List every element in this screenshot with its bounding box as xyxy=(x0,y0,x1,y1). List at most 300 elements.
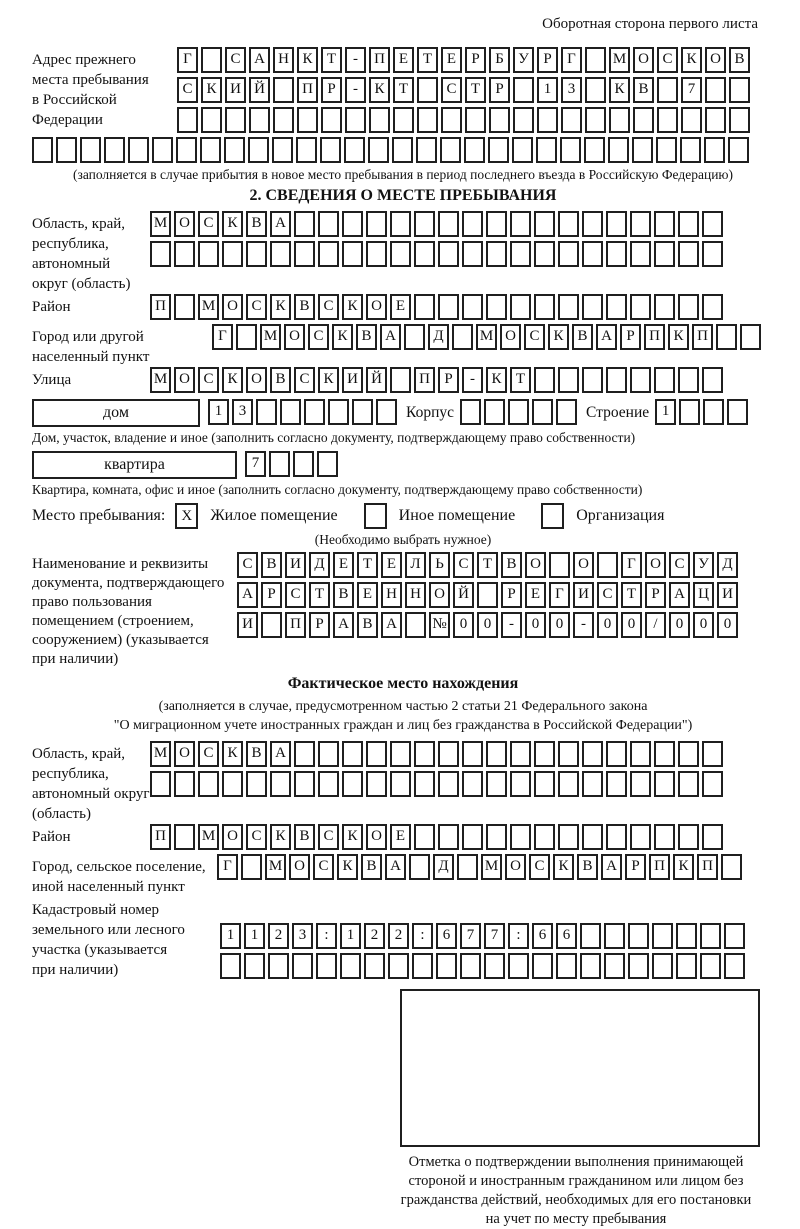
char-cell[interactable] xyxy=(513,107,534,133)
char-cell[interactable] xyxy=(201,107,222,133)
char-cell[interactable] xyxy=(390,771,411,797)
char-cell[interactable]: Е xyxy=(390,294,411,320)
char-cell[interactable]: С xyxy=(285,582,306,608)
char-cell[interactable] xyxy=(558,741,579,767)
char-cell[interactable] xyxy=(676,923,697,949)
char-cell[interactable]: Д xyxy=(717,552,738,578)
char-cell[interactable] xyxy=(558,241,579,267)
char-cell[interactable] xyxy=(342,211,363,237)
char-cell[interactable] xyxy=(606,241,627,267)
char-cell[interactable]: О xyxy=(246,367,267,393)
char-cell[interactable] xyxy=(632,137,653,163)
char-cell[interactable]: № xyxy=(429,612,450,638)
char-cell[interactable] xyxy=(486,771,507,797)
char-cell[interactable] xyxy=(534,771,555,797)
char-cell[interactable]: П xyxy=(414,367,435,393)
char-cell[interactable] xyxy=(436,953,457,979)
char-cell[interactable]: П xyxy=(285,612,306,638)
char-cell[interactable]: 0 xyxy=(549,612,570,638)
char-cell[interactable]: 2 xyxy=(388,923,409,949)
char-cell[interactable] xyxy=(412,953,433,979)
char-cell[interactable] xyxy=(678,367,699,393)
char-cell[interactable]: Р xyxy=(465,47,486,73)
char-cell[interactable]: Ц xyxy=(693,582,714,608)
char-cell[interactable] xyxy=(558,294,579,320)
char-cell[interactable] xyxy=(558,211,579,237)
char-cell[interactable] xyxy=(366,741,387,767)
char-cell[interactable]: - xyxy=(345,77,366,103)
char-cell[interactable] xyxy=(606,367,627,393)
char-cell[interactable] xyxy=(318,241,339,267)
char-cell[interactable] xyxy=(342,741,363,767)
char-cell[interactable]: 0 xyxy=(525,612,546,638)
char-cell[interactable] xyxy=(513,77,534,103)
char-cell[interactable]: Н xyxy=(273,47,294,73)
char-cell[interactable]: 7 xyxy=(460,923,481,949)
char-cell[interactable] xyxy=(236,324,257,350)
char-cell[interactable] xyxy=(416,137,437,163)
char-cell[interactable]: М xyxy=(481,854,502,880)
char-cell[interactable]: П xyxy=(297,77,318,103)
char-cell[interactable]: Р xyxy=(309,612,330,638)
char-cell[interactable] xyxy=(630,771,651,797)
char-cell[interactable]: О xyxy=(500,324,521,350)
char-cell[interactable]: Т xyxy=(321,47,342,73)
char-cell[interactable] xyxy=(270,771,291,797)
char-cell[interactable]: С xyxy=(237,552,258,578)
char-cell[interactable]: И xyxy=(717,582,738,608)
char-cell[interactable] xyxy=(582,741,603,767)
char-cell[interactable] xyxy=(510,294,531,320)
char-cell[interactable]: А xyxy=(333,612,354,638)
char-cell[interactable] xyxy=(630,367,651,393)
char-cell[interactable]: С xyxy=(453,552,474,578)
char-cell[interactable] xyxy=(532,953,553,979)
char-cell[interactable]: О xyxy=(174,741,195,767)
char-cell[interactable]: 1 xyxy=(220,923,241,949)
char-cell[interactable]: П xyxy=(649,854,670,880)
char-cell[interactable]: 3 xyxy=(561,77,582,103)
char-cell[interactable]: Г xyxy=(177,47,198,73)
char-cell[interactable]: В xyxy=(361,854,382,880)
char-cell[interactable]: В xyxy=(572,324,593,350)
char-cell[interactable]: Т xyxy=(465,77,486,103)
char-cell[interactable]: Т xyxy=(477,552,498,578)
char-cell[interactable]: 0 xyxy=(693,612,714,638)
char-cell[interactable] xyxy=(201,47,222,73)
char-cell[interactable] xyxy=(248,137,269,163)
char-cell[interactable]: М xyxy=(198,824,219,850)
char-cell[interactable] xyxy=(366,211,387,237)
char-cell[interactable]: В xyxy=(246,741,267,767)
char-cell[interactable] xyxy=(678,824,699,850)
char-cell[interactable] xyxy=(702,771,723,797)
char-cell[interactable]: А xyxy=(596,324,617,350)
char-cell[interactable] xyxy=(477,582,498,608)
char-cell[interactable] xyxy=(104,137,125,163)
char-cell[interactable] xyxy=(679,399,700,425)
char-cell[interactable] xyxy=(724,923,745,949)
char-cell[interactable]: - xyxy=(501,612,522,638)
char-cell[interactable]: : xyxy=(412,923,433,949)
char-cell[interactable] xyxy=(558,771,579,797)
char-cell[interactable] xyxy=(457,854,478,880)
char-cell[interactable] xyxy=(729,77,750,103)
char-cell[interactable]: - xyxy=(573,612,594,638)
char-cell[interactable]: П xyxy=(692,324,713,350)
char-cell[interactable]: 0 xyxy=(597,612,618,638)
char-cell[interactable]: О xyxy=(366,824,387,850)
char-cell[interactable] xyxy=(438,824,459,850)
char-cell[interactable] xyxy=(582,367,603,393)
char-cell[interactable]: С xyxy=(597,582,618,608)
char-cell[interactable] xyxy=(321,107,342,133)
char-cell[interactable] xyxy=(484,953,505,979)
char-cell[interactable] xyxy=(606,294,627,320)
char-cell[interactable] xyxy=(294,741,315,767)
char-cell[interactable] xyxy=(414,741,435,767)
char-cell[interactable] xyxy=(462,741,483,767)
checkbox-other-premises[interactable] xyxy=(364,503,387,529)
char-cell[interactable]: 0 xyxy=(717,612,738,638)
char-cell[interactable]: Е xyxy=(357,582,378,608)
char-cell[interactable]: К xyxy=(548,324,569,350)
char-cell[interactable] xyxy=(486,294,507,320)
char-cell[interactable] xyxy=(128,137,149,163)
char-cell[interactable] xyxy=(414,211,435,237)
char-cell[interactable] xyxy=(508,953,529,979)
char-cell[interactable] xyxy=(484,399,505,425)
char-cell[interactable] xyxy=(269,451,290,477)
char-cell[interactable] xyxy=(292,953,313,979)
char-cell[interactable] xyxy=(556,399,577,425)
char-cell[interactable] xyxy=(702,367,723,393)
char-cell[interactable] xyxy=(390,241,411,267)
char-cell[interactable] xyxy=(680,137,701,163)
char-cell[interactable]: О xyxy=(573,552,594,578)
char-cell[interactable] xyxy=(705,77,726,103)
char-cell[interactable]: М xyxy=(609,47,630,73)
char-cell[interactable] xyxy=(628,953,649,979)
char-cell[interactable]: 2 xyxy=(364,923,385,949)
char-cell[interactable] xyxy=(256,399,277,425)
char-cell[interactable]: А xyxy=(380,324,401,350)
char-cell[interactable] xyxy=(224,137,245,163)
char-cell[interactable] xyxy=(462,771,483,797)
char-cell[interactable]: В xyxy=(333,582,354,608)
char-cell[interactable] xyxy=(654,771,675,797)
char-cell[interactable]: С xyxy=(657,47,678,73)
char-cell[interactable] xyxy=(296,137,317,163)
char-cell[interactable]: Е xyxy=(390,824,411,850)
char-cell[interactable]: 1 xyxy=(244,923,265,949)
char-cell[interactable] xyxy=(225,107,246,133)
char-cell[interactable]: М xyxy=(476,324,497,350)
char-cell[interactable]: И xyxy=(237,612,258,638)
char-cell[interactable]: К xyxy=(318,367,339,393)
char-cell[interactable] xyxy=(549,552,570,578)
char-cell[interactable]: 3 xyxy=(292,923,313,949)
char-cell[interactable] xyxy=(512,137,533,163)
char-cell[interactable] xyxy=(441,107,462,133)
char-cell[interactable]: В xyxy=(261,552,282,578)
char-cell[interactable] xyxy=(534,241,555,267)
char-cell[interactable] xyxy=(678,211,699,237)
char-cell[interactable] xyxy=(405,612,426,638)
char-cell[interactable]: С xyxy=(246,294,267,320)
char-cell[interactable] xyxy=(304,399,325,425)
char-cell[interactable]: Е xyxy=(441,47,462,73)
char-cell[interactable] xyxy=(580,923,601,949)
char-cell[interactable] xyxy=(177,107,198,133)
char-cell[interactable]: П xyxy=(697,854,718,880)
char-cell[interactable] xyxy=(438,741,459,767)
char-cell[interactable]: С xyxy=(308,324,329,350)
char-cell[interactable] xyxy=(585,107,606,133)
char-cell[interactable] xyxy=(280,399,301,425)
char-cell[interactable]: В xyxy=(356,324,377,350)
char-cell[interactable] xyxy=(438,241,459,267)
char-cell[interactable] xyxy=(388,953,409,979)
char-cell[interactable] xyxy=(534,741,555,767)
char-cell[interactable] xyxy=(369,107,390,133)
char-cell[interactable]: Р xyxy=(625,854,646,880)
char-cell[interactable] xyxy=(261,612,282,638)
char-cell[interactable]: 3 xyxy=(232,399,253,425)
char-cell[interactable]: : xyxy=(508,923,529,949)
char-cell[interactable] xyxy=(606,771,627,797)
char-cell[interactable]: А xyxy=(385,854,406,880)
char-cell[interactable] xyxy=(366,771,387,797)
char-cell[interactable] xyxy=(657,107,678,133)
char-cell[interactable] xyxy=(465,107,486,133)
char-cell[interactable] xyxy=(536,137,557,163)
char-cell[interactable] xyxy=(352,399,373,425)
char-cell[interactable] xyxy=(464,137,485,163)
char-cell[interactable]: 7 xyxy=(484,923,505,949)
char-cell[interactable] xyxy=(345,107,366,133)
char-cell[interactable]: Й xyxy=(366,367,387,393)
char-cell[interactable] xyxy=(174,241,195,267)
char-cell[interactable]: М xyxy=(150,367,171,393)
char-cell[interactable] xyxy=(654,367,675,393)
char-cell[interactable] xyxy=(366,241,387,267)
char-cell[interactable]: К xyxy=(342,824,363,850)
char-cell[interactable] xyxy=(630,824,651,850)
char-cell[interactable] xyxy=(606,824,627,850)
char-cell[interactable]: С xyxy=(669,552,690,578)
char-cell[interactable] xyxy=(654,824,675,850)
char-cell[interactable] xyxy=(604,953,625,979)
char-cell[interactable]: - xyxy=(462,367,483,393)
char-cell[interactable]: А xyxy=(270,211,291,237)
char-cell[interactable]: В xyxy=(633,77,654,103)
char-cell[interactable]: К xyxy=(201,77,222,103)
char-cell[interactable] xyxy=(462,211,483,237)
char-cell[interactable] xyxy=(604,923,625,949)
char-cell[interactable]: Г xyxy=(217,854,238,880)
char-cell[interactable] xyxy=(582,771,603,797)
char-cell[interactable] xyxy=(294,241,315,267)
char-cell[interactable]: О xyxy=(174,367,195,393)
char-cell[interactable] xyxy=(561,107,582,133)
char-cell[interactable] xyxy=(630,211,651,237)
char-cell[interactable] xyxy=(606,211,627,237)
char-cell[interactable]: Д xyxy=(428,324,449,350)
char-cell[interactable] xyxy=(700,923,721,949)
char-cell[interactable]: К xyxy=(332,324,353,350)
char-cell[interactable] xyxy=(702,294,723,320)
char-cell[interactable]: О xyxy=(222,294,243,320)
char-cell[interactable]: Е xyxy=(525,582,546,608)
char-cell[interactable]: Р xyxy=(620,324,641,350)
char-cell[interactable]: К xyxy=(668,324,689,350)
char-cell[interactable]: Г xyxy=(549,582,570,608)
char-cell[interactable]: А xyxy=(381,612,402,638)
char-cell[interactable] xyxy=(198,771,219,797)
char-cell[interactable]: М xyxy=(150,211,171,237)
char-cell[interactable] xyxy=(510,741,531,767)
char-cell[interactable]: С xyxy=(225,47,246,73)
char-cell[interactable] xyxy=(438,771,459,797)
char-cell[interactable]: А xyxy=(601,854,622,880)
char-cell[interactable] xyxy=(246,241,267,267)
char-cell[interactable]: 6 xyxy=(556,923,577,949)
char-cell[interactable]: Т xyxy=(417,47,438,73)
char-cell[interactable] xyxy=(580,953,601,979)
char-cell[interactable]: Т xyxy=(621,582,642,608)
char-cell[interactable]: У xyxy=(513,47,534,73)
char-cell[interactable] xyxy=(609,107,630,133)
char-cell[interactable]: П xyxy=(150,294,171,320)
char-cell[interactable]: 6 xyxy=(532,923,553,949)
char-cell[interactable]: О xyxy=(366,294,387,320)
char-cell[interactable] xyxy=(728,137,749,163)
char-cell[interactable] xyxy=(486,241,507,267)
char-cell[interactable] xyxy=(293,451,314,477)
char-cell[interactable]: М xyxy=(265,854,286,880)
char-cell[interactable] xyxy=(556,953,577,979)
char-cell[interactable] xyxy=(729,107,750,133)
char-cell[interactable] xyxy=(704,137,725,163)
char-cell[interactable]: И xyxy=(225,77,246,103)
char-cell[interactable]: Р xyxy=(501,582,522,608)
char-cell[interactable] xyxy=(249,107,270,133)
char-cell[interactable] xyxy=(297,107,318,133)
char-cell[interactable]: Г xyxy=(621,552,642,578)
char-cell[interactable]: 1 xyxy=(655,399,676,425)
char-cell[interactable]: К xyxy=(337,854,358,880)
char-cell[interactable] xyxy=(652,923,673,949)
char-cell[interactable] xyxy=(294,771,315,797)
char-cell[interactable]: В xyxy=(294,824,315,850)
char-cell[interactable]: В xyxy=(577,854,598,880)
char-cell[interactable]: К xyxy=(486,367,507,393)
char-cell[interactable] xyxy=(174,771,195,797)
char-cell[interactable]: Г xyxy=(561,47,582,73)
char-cell[interactable] xyxy=(328,399,349,425)
char-cell[interactable]: К xyxy=(270,294,291,320)
char-cell[interactable] xyxy=(724,953,745,979)
char-cell[interactable] xyxy=(630,741,651,767)
char-cell[interactable]: 7 xyxy=(681,77,702,103)
char-cell[interactable]: Т xyxy=(510,367,531,393)
char-cell[interactable]: П xyxy=(369,47,390,73)
char-cell[interactable] xyxy=(176,137,197,163)
char-cell[interactable]: Н xyxy=(405,582,426,608)
char-cell[interactable] xyxy=(510,241,531,267)
char-cell[interactable]: 1 xyxy=(537,77,558,103)
char-cell[interactable]: К xyxy=(222,211,243,237)
char-cell[interactable] xyxy=(241,854,262,880)
char-cell[interactable] xyxy=(392,137,413,163)
char-cell[interactable] xyxy=(414,824,435,850)
char-cell[interactable] xyxy=(246,771,267,797)
char-cell[interactable]: Л xyxy=(405,552,426,578)
char-cell[interactable] xyxy=(608,137,629,163)
char-cell[interactable] xyxy=(584,137,605,163)
char-cell[interactable]: И xyxy=(342,367,363,393)
char-cell[interactable]: К xyxy=(673,854,694,880)
char-cell[interactable] xyxy=(630,294,651,320)
char-cell[interactable]: 0 xyxy=(621,612,642,638)
char-cell[interactable]: А xyxy=(249,47,270,73)
char-cell[interactable]: К xyxy=(270,824,291,850)
char-cell[interactable]: Р xyxy=(321,77,342,103)
char-cell[interactable] xyxy=(80,137,101,163)
char-cell[interactable] xyxy=(340,953,361,979)
char-cell[interactable]: М xyxy=(260,324,281,350)
char-cell[interactable] xyxy=(486,741,507,767)
char-cell[interactable] xyxy=(150,771,171,797)
char-cell[interactable] xyxy=(272,137,293,163)
char-cell[interactable] xyxy=(404,324,425,350)
char-cell[interactable]: Т xyxy=(309,582,330,608)
char-cell[interactable] xyxy=(534,824,555,850)
char-cell[interactable]: Р xyxy=(438,367,459,393)
char-cell[interactable]: С xyxy=(318,294,339,320)
char-cell[interactable]: О xyxy=(633,47,654,73)
char-cell[interactable]: : xyxy=(316,923,337,949)
char-cell[interactable]: О xyxy=(289,854,310,880)
char-cell[interactable] xyxy=(585,77,606,103)
char-cell[interactable]: В xyxy=(294,294,315,320)
char-cell[interactable]: О xyxy=(174,211,195,237)
char-cell[interactable] xyxy=(532,399,553,425)
char-cell[interactable] xyxy=(56,137,77,163)
char-cell[interactable] xyxy=(368,137,389,163)
char-cell[interactable] xyxy=(390,211,411,237)
char-cell[interactable]: К xyxy=(681,47,702,73)
char-cell[interactable] xyxy=(560,137,581,163)
char-cell[interactable]: В xyxy=(357,612,378,638)
char-cell[interactable] xyxy=(678,241,699,267)
char-cell[interactable] xyxy=(268,953,289,979)
char-cell[interactable]: 2 xyxy=(268,923,289,949)
char-cell[interactable]: К xyxy=(297,47,318,73)
char-cell[interactable] xyxy=(716,324,737,350)
char-cell[interactable]: В xyxy=(270,367,291,393)
char-cell[interactable] xyxy=(462,824,483,850)
char-cell[interactable]: Й xyxy=(453,582,474,608)
char-cell[interactable] xyxy=(740,324,761,350)
char-cell[interactable]: 7 xyxy=(245,451,266,477)
char-cell[interactable] xyxy=(508,399,529,425)
char-cell[interactable] xyxy=(678,771,699,797)
char-cell[interactable]: М xyxy=(198,294,219,320)
char-cell[interactable]: К xyxy=(222,741,243,767)
char-cell[interactable]: О xyxy=(505,854,526,880)
